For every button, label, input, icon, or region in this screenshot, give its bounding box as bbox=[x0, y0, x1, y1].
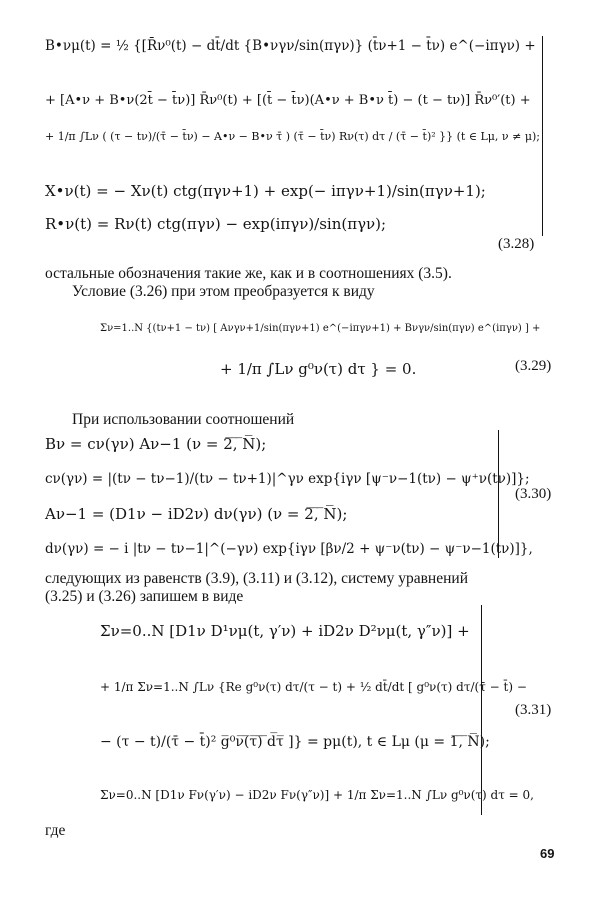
eq-3-30-line-1: Bν = cν(γν) Aν−1 (ν = 2̅,̅ ̅N̅); bbox=[45, 435, 267, 453]
eq-3-31-line-3: − (τ − t)/(τ̄ − t̄)² g̅⁰ν̅(̅τ̅)̅ ̅d̅τ̅ ]} = pμ(t), t ∈ Lμ (μ = 1̅,̅ ̅N̅); bbox=[100, 734, 490, 750]
eq-3-31-line-1: Σν=0..N [D1ν D¹νμ(t, γ′ν) + iD2ν D²νμ(t, γ″ν)] + bbox=[100, 622, 470, 640]
eq-3-28-line-1: B•νμ(t) = ½ {[R̄ν⁰(t) − dt̄/dt {B•νγν/sin(πγν)} (t̄ν+1 − t̄ν) e^(−iπγν) + bbox=[45, 38, 536, 54]
eq-3-28-line-3: + 1/π ∫Lν ( (τ − tν)/(τ̄ − t̄ν) − A•ν − B•ν τ̄ ) (τ̄ − t̄ν) Rν(τ) dτ / (τ̄ − t̄)² }} (t ∈ Lμ, ν ≠ μ); bbox=[45, 130, 540, 143]
eq-3-28-line-2: + [A•ν + B•ν(2t̄ − t̄ν)] R̄ν⁰(t) + [(t̄ − t̄ν)(A•ν + B•ν t̄) − (t − tν)] R̄ν⁰′(t) + bbox=[45, 93, 531, 108]
text-other-notation: остальные обозначения такие же, как и в соотношениях (3.5). bbox=[45, 265, 452, 282]
page-number: 69 bbox=[540, 846, 555, 861]
eq-3-30-number: (3.30) bbox=[515, 486, 552, 502]
eq-3-30-brace bbox=[498, 430, 499, 558]
eq-3-28-number: (3.28) bbox=[498, 236, 535, 252]
text-where: где bbox=[45, 822, 66, 839]
eq-3-31-line-4: Σν=0..N [D1ν Fν(γ′ν) − iD2ν Fν(γ″ν)] + 1/π Σν=1..N ∫Lν g⁰ν(τ) dτ = 0, bbox=[100, 788, 534, 802]
text-condition-326: Условие (3.26) при этом преобразуется к виду bbox=[72, 283, 375, 300]
eq-3-28-line-5: R•ν(t) = Rν(t) ctg(πγν) − exp(iπγν)/sin(πγν); bbox=[45, 215, 387, 233]
eq-3-30-line-3: Aν−1 = (D1ν − iD2ν) dν(γν) (ν = 2̅,̅ ̅N̅); bbox=[45, 505, 348, 523]
eq-3-31-brace bbox=[481, 605, 482, 815]
eq-3-28-brace bbox=[542, 36, 543, 236]
eq-3-29-line-2: + 1/π ∫Lν g⁰ν(τ) dτ } = 0. bbox=[220, 360, 417, 378]
text-system-written: (3.25) и (3.26) запишем в виде bbox=[45, 588, 244, 605]
eq-3-29-number: (3.29) bbox=[515, 358, 552, 374]
eq-3-31-line-2: + 1/π Σν=1..N ∫Lν {Re g⁰ν(τ) dτ/(τ − t) + ½ dt̄/dt [ g⁰ν(τ) dτ/(τ̄ − t̄) − bbox=[100, 680, 527, 694]
text-following-equalities: следующих из равенств (3.9), (3.11) и (3.12), систему уравнений bbox=[45, 570, 468, 587]
eq-3-30-line-4: dν(γν) = − i |tν − tν−1|^(−γν) exp{iγν [βν/2 + ψ⁻ν(tν) − ψ⁻ν−1(tν)]}, bbox=[45, 541, 533, 557]
eq-3-28-line-4: X•ν(t) = − Xν(t) ctg(πγν+1) + exp(− iπγν+1)/sin(πγν+1); bbox=[45, 182, 486, 200]
eq-3-30-line-2: cν(γν) = |(tν − tν−1)/(tν − tν+1)|^γν exp{iγν [ψ⁻ν−1(tν) − ψ⁺ν(tν)]}; bbox=[45, 471, 530, 487]
eq-3-31-number: (3.31) bbox=[515, 702, 552, 718]
text-using-relations: При использовании соотношений bbox=[72, 411, 295, 428]
eq-3-29-line-1: Σν=1..N {(tν+1 − tν) [ Aνγν+1/sin(πγν+1) e^(−iπγν+1) + Bνγν/sin(πγν) e^(iπγν) ] + bbox=[100, 323, 541, 334]
